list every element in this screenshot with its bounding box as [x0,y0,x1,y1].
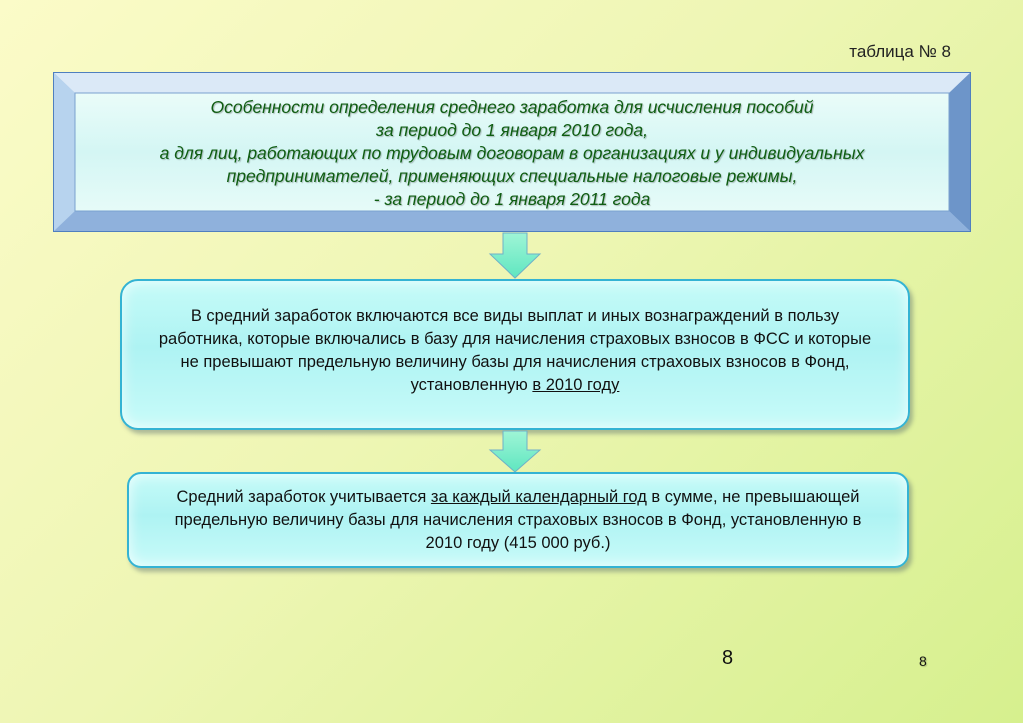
header-line-2: за период до 1 января 2010 года, [376,119,648,140]
header-line-3: а для лиц, работающих по трудовым договорам в организациях и у индивидуальных [159,142,865,163]
header-line-4: предпринимателей, применяющих специальные налоговые режимы, [226,165,798,186]
header-line-1: Особенности определения среднего заработка для исчисления пособий [210,96,814,117]
page-number-right: 8 [919,653,927,669]
annual-limit-text [169,486,867,555]
table-label: таблица № 8 [849,42,951,61]
page-number-center: 8 [722,647,734,669]
annual-limit-box [127,472,909,568]
annual-limit-text-before: Средний заработок учитывается [176,487,431,506]
annual-limit-text-underlined: за каждый календарный год [430,487,647,506]
included-payments-year-text: в 2010 году [532,375,620,394]
included-payments-box [120,279,910,430]
header-title [75,93,949,213]
annual-limit-text-after: в сумме, не превышающей предельную величину базы для начисления страховых взносов в Фонд, установленную в 2010 году (415 000 руб.) [174,487,862,552]
down-arrow-icon [488,430,542,474]
down-arrow-icon [488,232,542,280]
header-line-5: - за период до 1 января 2011 года [373,188,651,209]
included-payments-main-text: В средний заработок включаются все виды выплат и иных вознаграждений в пользу работника, которые включались в базу для начисления страховых взносов в ФСС и которые не превышают предельную величину базы для начисления страховых взносов в Фонд, установленную [158,306,872,394]
included-payments-text [152,305,878,397]
